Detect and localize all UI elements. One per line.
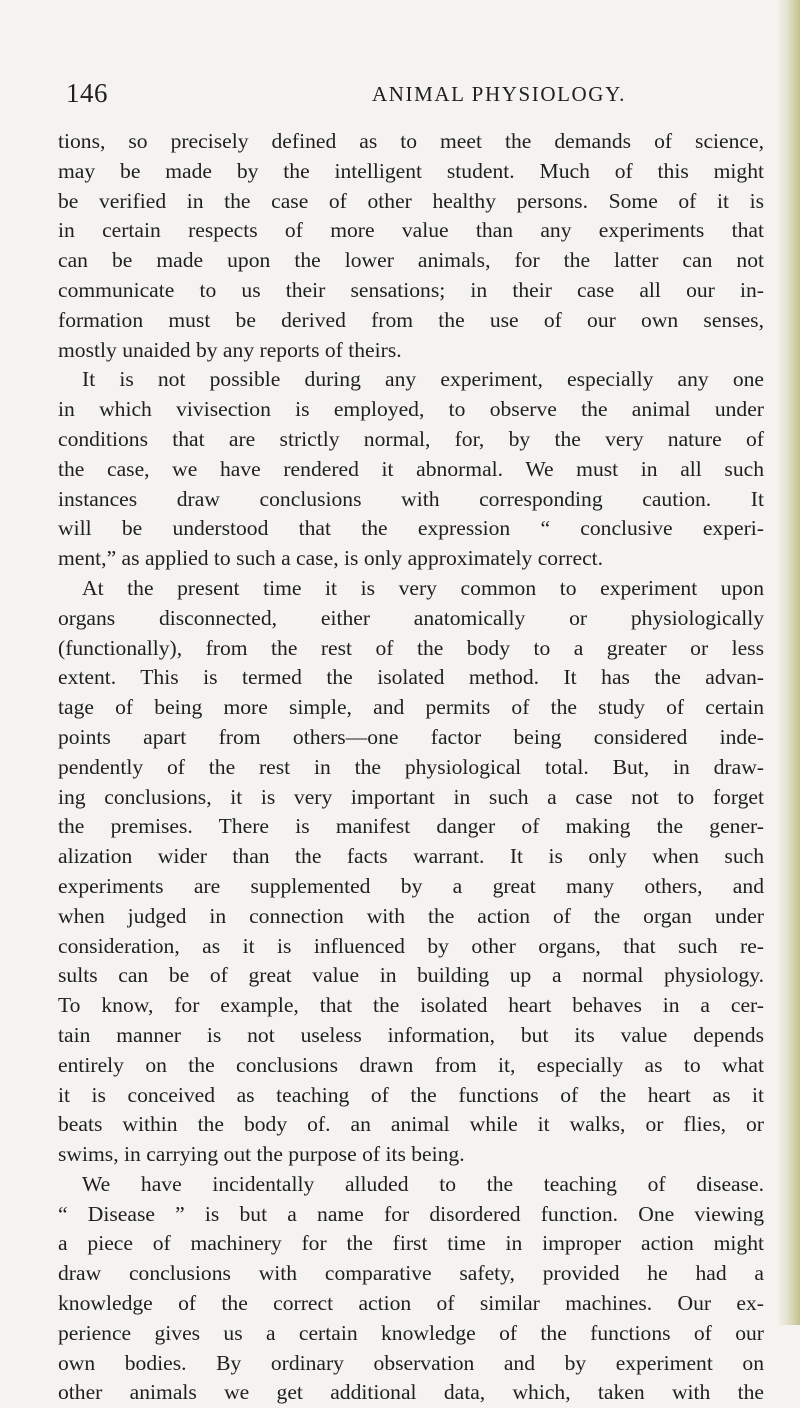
text-line: mostly unaided by any reports of theirs. [58, 337, 402, 362]
text-line: points apart from others—one factor being considered inde- [58, 724, 764, 749]
text-line: To know, for example, that the isolated heart behaves in a cer- [58, 993, 764, 1018]
text-line: formation must be derived from the use of our own senses, [58, 307, 764, 332]
text-line: (functionally), from the rest of the body to a greater or less [58, 635, 764, 660]
text-line: tain manner is not useless information, but its value depends [58, 1022, 764, 1047]
text-line: organs disconnected, either anatomically or physiologically [58, 605, 764, 630]
text-line: may be made by the intelligent student. Much of this might [58, 158, 764, 183]
text-line: communicate to us their sensations; in their case all our in- [58, 277, 764, 302]
text-line: perience gives us a certain knowledge of the functions of our [58, 1320, 764, 1345]
running-title: ANIMAL PHYSIOLOGY. [372, 82, 626, 106]
running-head [60, 78, 740, 112]
text-line: tions, so precisely defined as to meet the demands of science, [58, 129, 764, 153]
text-line: it is conceived as teaching of the functions of the heart as it [58, 1082, 764, 1107]
page-edge-shadow [778, 0, 800, 1325]
text-line: extent. This is termed the isolated method. It has the advan- [58, 665, 764, 690]
text-line: a piece of machinery for the first time in improper action might [58, 1231, 764, 1256]
text-line: consideration, as it is influenced by other organs, that such re- [58, 933, 764, 958]
text-line: in certain respects of more value than any experiments that [58, 218, 764, 243]
page-number: 146 [66, 78, 108, 108]
text-line: other animals we get additional data, which, taken with the [58, 1380, 764, 1405]
text-line: “ Disease ” is but a name for disordered function. One viewing [58, 1201, 764, 1226]
text-line: experiments are supplemented by a great many others, and [58, 873, 764, 898]
text-line: swims, in carrying out the purpose of its being. [58, 1142, 465, 1167]
text-line: own bodies. By ordinary observation and by experiment on [58, 1350, 764, 1375]
text-line: conditions that are strictly normal, for, by the very nature of [58, 426, 764, 451]
text-line: At the present time it is very common to experiment upon [82, 575, 764, 600]
text-line: We have incidentally alluded to the teaching of disease. [82, 1171, 764, 1196]
text-line: beats within the body of. an animal while it walks, or flies, or [58, 1112, 764, 1137]
text-line: alization wider than the facts warrant. It is only when such [58, 844, 764, 869]
text-line: tage of being more simple, and permits of the study of certain [58, 695, 764, 720]
text-line: when judged in connection with the action of the organ under [58, 903, 764, 928]
text-line: the premises. There is manifest danger of making the gener- [58, 814, 764, 839]
text-line: in which vivisection is employed, to observe the animal under [58, 397, 764, 422]
text-line: It is not possible during any experiment, especially any one [82, 367, 764, 392]
text-line: sults can be of great value in building up a normal physiology. [58, 963, 764, 988]
text-line: knowledge of the correct action of similar machines. Our ex- [58, 1291, 764, 1316]
text-line: the case, we have rendered it abnormal. We must in all such [58, 456, 764, 481]
text-line: ment,” as applied to such a case, is only approximately correct. [58, 546, 604, 571]
text-line: can be made upon the lower animals, for the latter can not [58, 248, 764, 273]
text-line: entirely on the conclusions drawn from it, especially as to what [58, 1052, 764, 1077]
text-line: ing conclusions, it is very important in such a case not to forget [58, 784, 764, 809]
text-line: pendently of the rest in the physiological total. But, in draw- [58, 754, 764, 779]
text-line: will be understood that the expression “ conclusive experi- [58, 516, 764, 541]
text-line: draw conclusions with comparative safety, provided he had a [58, 1261, 764, 1286]
text-line: be verified in the case of other healthy persons. Some of it is [58, 188, 764, 213]
text-line: instances draw conclusions with corresponding caution. It [58, 486, 764, 511]
body-text [58, 127, 764, 1408]
